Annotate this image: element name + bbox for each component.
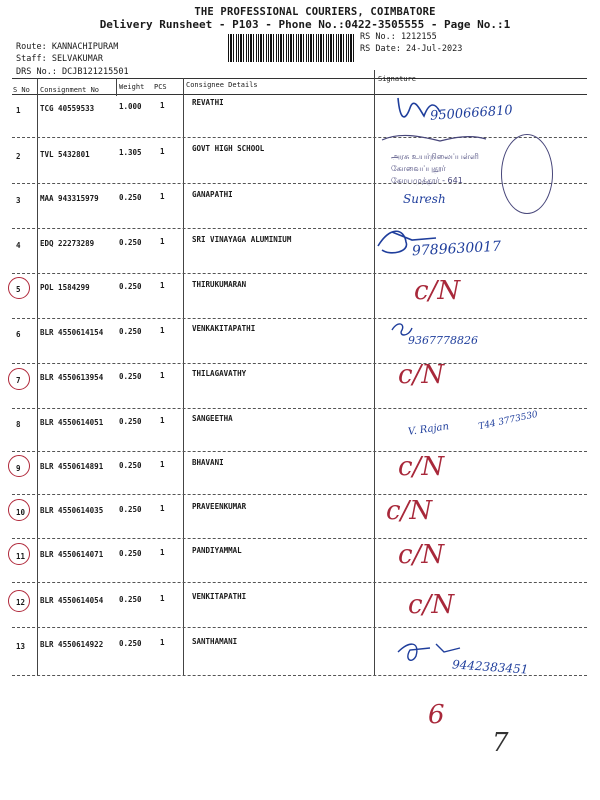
row-pcs: 1 — [160, 460, 165, 469]
row-consignment: MAA 943315979 — [40, 194, 99, 203]
row-consignment: EDQ 22273289 — [40, 239, 95, 248]
handwritten-phone: 9442383451 — [451, 657, 529, 677]
route-label: Route: KANNACHIPURAM — [16, 42, 119, 52]
row-consignee: GOVT HIGH SCHOOL — [192, 144, 265, 153]
row-pcs: 1 — [160, 147, 165, 156]
row-weight: 0.250 — [119, 327, 142, 336]
row-pcs: 1 — [160, 371, 165, 380]
row-sno: 6 — [16, 330, 21, 339]
stamp-line: கோயமுத்தூர் - 641 — [391, 176, 463, 185]
col-header-sno: S No — [13, 86, 30, 94]
row-weight: 0.250 — [119, 595, 142, 604]
row-sno: 11 — [16, 552, 26, 561]
row-weight: 0.250 — [119, 461, 142, 470]
row-sno: 4 — [16, 241, 21, 250]
handwritten-number: 7 — [492, 728, 509, 758]
row-sno: 7 — [16, 376, 21, 385]
row-pcs: 1 — [160, 281, 165, 290]
row-weight: 0.250 — [119, 238, 142, 247]
row-weight: 0.250 — [119, 639, 142, 648]
handwritten-name: Suresh — [403, 192, 446, 206]
stamp-line: கோவைப்புதூர் — [391, 164, 446, 173]
row-consignee: VENKITAPATHI — [192, 592, 247, 601]
col-header-weight: Weight — [119, 83, 145, 91]
row-consignment: BLR 4550614051 — [40, 418, 104, 427]
row-consignment: POL 1584299 — [40, 283, 90, 292]
row-weight: 0.250 — [119, 549, 142, 558]
document-subtitle: Delivery Runsheet - P103 - Phone No.:0422-3505555 - Page No.:1 — [99, 18, 511, 31]
handwritten-name: V. Rajan — [407, 421, 450, 438]
drs-number: DRS No.: DCJB121215501 — [16, 67, 129, 77]
row-consignee: REVATHI — [192, 98, 224, 107]
row-consignment: BLR 4550614054 — [40, 596, 104, 605]
row-consignment: BLR 4550614154 — [40, 328, 104, 337]
cn-mark: c/N — [398, 360, 445, 390]
col-header-consignment: Consignment No — [40, 86, 100, 94]
row-pcs: 1 — [160, 237, 165, 246]
handwritten-phone: T44 3773530 — [477, 409, 539, 433]
cn-mark: c/N — [386, 496, 433, 526]
handwritten-number: 6 — [428, 700, 445, 730]
row-sno: 2 — [16, 152, 21, 161]
row-sno: 3 — [16, 196, 21, 205]
col-header-consignee: Consignee Details — [186, 81, 258, 89]
stamp-seal — [501, 134, 553, 214]
row-sno: 9 — [16, 464, 21, 473]
row-consignee: SRI VINAYAGA ALUMINIUM — [192, 235, 292, 244]
row-weight: 0.250 — [119, 505, 142, 514]
row-weight: 1.000 — [119, 102, 142, 111]
cn-mark: c/N — [398, 452, 445, 482]
cn-mark: c/N — [408, 590, 455, 620]
row-pcs: 1 — [160, 192, 165, 201]
cn-mark: c/N — [414, 276, 461, 306]
row-consignee: BHAVANI — [192, 458, 224, 467]
col-header-signature: Signature — [378, 75, 416, 83]
row-consignee: THILAGAVATHY — [192, 369, 247, 378]
row-consignment: BLR 4550614035 — [40, 506, 104, 515]
row-consignment: BLR 4550614922 — [40, 640, 104, 649]
row-consignment: BLR 4550614071 — [40, 550, 104, 559]
row-pcs: 1 — [160, 101, 165, 110]
row-weight: 0.250 — [119, 282, 142, 291]
row-sno: 1 — [16, 106, 21, 115]
row-weight: 0.250 — [119, 417, 142, 426]
handwritten-phone: 9367778826 — [408, 334, 478, 347]
row-consignment: TCG 40559533 — [40, 104, 95, 113]
row-sno: 12 — [16, 598, 26, 607]
row-consignment: TVL 5432801 — [40, 150, 90, 159]
row-consignee: THIRUKUMARAN — [192, 280, 247, 289]
row-sno: 13 — [16, 642, 26, 651]
row-consignment: BLR 4550614891 — [40, 462, 104, 471]
row-pcs: 1 — [160, 416, 165, 425]
cn-mark: c/N — [398, 540, 445, 570]
rs-number: RS No.: 1212155 — [360, 32, 437, 42]
handwritten-phone: 9500666810 — [429, 103, 514, 124]
rs-date: RS Date: 24-Jul-2023 — [360, 44, 463, 54]
row-consignee: GANAPATHI — [192, 190, 233, 199]
row-consignee: PANDIYAMMAL — [192, 546, 242, 555]
row-consignee: SANGEETHA — [192, 414, 233, 423]
document-title: THE PROFESSIONAL COURIERS, COIMBATORE — [194, 6, 436, 18]
row-pcs: 1 — [160, 548, 165, 557]
row-pcs: 1 — [160, 594, 165, 603]
row-weight: 0.250 — [119, 372, 142, 381]
row-sno: 8 — [16, 420, 21, 429]
handwritten-phone: 9789630017 — [411, 238, 502, 260]
row-pcs: 1 — [160, 504, 165, 513]
col-header-pcs: PCS — [154, 83, 167, 91]
staff-label: Staff: SELVAKUMAR — [16, 54, 103, 64]
row-consignee: VENKAKITAPATHI — [192, 324, 256, 333]
stamp-line: அரசு உயர்நிலைப்பள்ளி — [391, 152, 479, 161]
row-weight: 0.250 — [119, 193, 142, 202]
row-weight: 1.305 — [119, 148, 142, 157]
row-pcs: 1 — [160, 638, 165, 647]
row-consignee: SANTHAMANI — [192, 637, 238, 646]
row-sno: 10 — [16, 508, 26, 517]
school-stamp — [385, 134, 553, 214]
row-pcs: 1 — [160, 326, 165, 335]
row-sno: 5 — [16, 285, 21, 294]
row-consignment: BLR 4550613954 — [40, 373, 104, 382]
row-consignee: PRAVEENKUMAR — [192, 502, 247, 511]
